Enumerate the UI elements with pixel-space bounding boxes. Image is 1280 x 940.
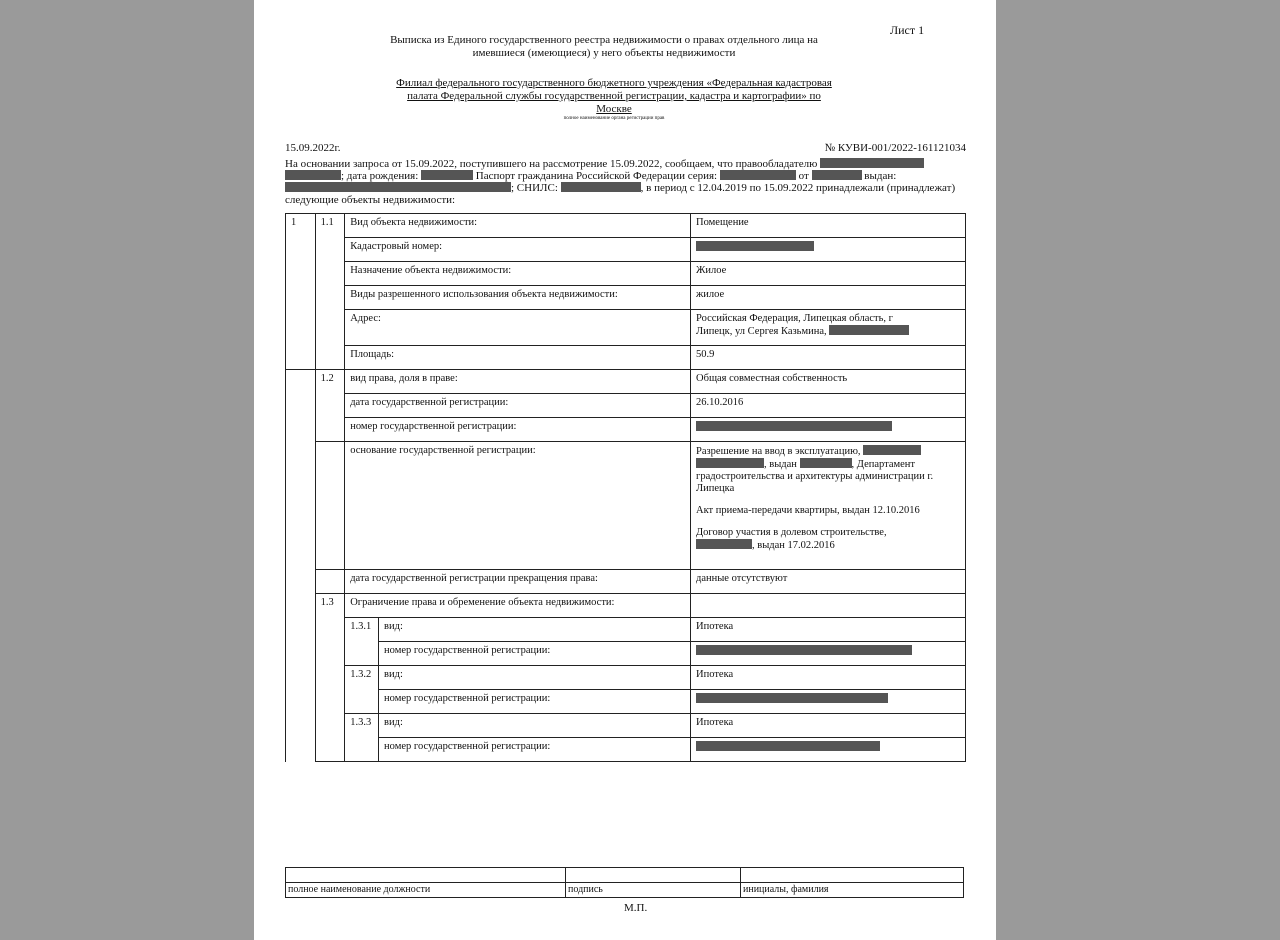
field-label: Площадь: — [345, 346, 691, 370]
redaction — [829, 325, 909, 335]
field-value: Ипотека — [691, 618, 966, 642]
signature-position-caption: полное наименование должности — [286, 883, 566, 898]
field-label: вид: — [379, 714, 691, 738]
table-row — [286, 262, 966, 286]
field-label: Ограничение права и обременение объекта недвижимости: — [345, 594, 691, 618]
table-row — [286, 738, 966, 762]
field-value: Жилое — [691, 262, 966, 286]
table-row — [286, 642, 966, 666]
organization-name: Филиал федерального государственного бюджетного учреждения «Федеральная кадастровая палата Федеральной службы государственной регистрации, кадастра и картографии» по Москве — [396, 77, 832, 115]
field-value — [691, 418, 966, 442]
field-label: дата государственной регистрации прекращения права: — [345, 570, 691, 594]
field-value: Ипотека — [691, 666, 966, 690]
table-row — [286, 310, 966, 346]
field-value — [691, 642, 966, 666]
redaction — [696, 645, 912, 655]
table-row — [286, 418, 966, 442]
field-label: Виды разрешенного использования объекта недвижимости: — [345, 286, 691, 310]
table-row — [286, 618, 966, 642]
field-label: дата государственной регистрации: — [345, 394, 691, 418]
field-label: Адрес: — [345, 310, 691, 346]
field-label: вид: — [379, 618, 691, 642]
field-value — [691, 690, 966, 714]
table-row — [286, 666, 966, 690]
document-title: Выписка из Единого государственного реестра недвижимости о правах отдельного лица на имевшиеся (имеющиеся) у него объекты недвижимости — [390, 34, 818, 59]
sheet-number: Лист 1 — [890, 23, 925, 37]
table-row — [286, 690, 966, 714]
table-row — [286, 394, 966, 418]
document-number: № КУВИ-001/2022-161121034 — [824, 142, 966, 154]
table-row — [286, 286, 966, 310]
table-row — [286, 238, 966, 262]
table-row — [286, 346, 966, 370]
redaction — [696, 458, 764, 468]
redaction — [863, 445, 921, 455]
table-row — [286, 570, 966, 594]
redaction — [720, 170, 796, 180]
subsection-number: 1.3.2 — [345, 666, 379, 714]
redaction — [696, 741, 880, 751]
field-label: вид: — [379, 666, 691, 690]
table-row — [286, 714, 966, 738]
property-table — [285, 213, 966, 762]
field-label: Назначение объекта недвижимости: — [345, 262, 691, 286]
redaction — [812, 170, 862, 180]
table-row — [286, 594, 966, 618]
redaction — [421, 170, 473, 180]
redaction — [800, 458, 852, 468]
intro-paragraph: На основании запроса от 15.09.2022, поступившего на рассмотрение 15.09.2022, сообщаем, что правообладателю ; дата рождения: Паспорт гражданина Российской Федерации серия: от выдан: ; СНИЛС: , в период с 12.04.2019 по 15.09.2022 принадлежали (принадлежат) следующие объекты недвижимости: — [285, 158, 956, 206]
stamp-place: М.П. — [624, 902, 648, 914]
signature-sign-caption: подпись — [566, 883, 741, 898]
field-value — [691, 594, 966, 618]
document-page — [254, 0, 996, 940]
field-value — [691, 738, 966, 762]
section-number: 1.3 — [315, 594, 345, 762]
field-label: Кадастровый номер: — [345, 238, 691, 262]
redaction — [696, 421, 892, 431]
field-label: номер государственной регистрации: — [379, 642, 691, 666]
document-date: 15.09.2022г. — [285, 142, 341, 154]
field-label: номер государственной регистрации: — [379, 690, 691, 714]
table-row — [286, 370, 966, 394]
row-number: 1 — [286, 214, 316, 370]
redaction — [285, 170, 341, 180]
redaction — [696, 693, 888, 703]
field-value: данные отсутствуют — [691, 570, 966, 594]
field-value: Общая совместная собственность — [691, 370, 966, 394]
section-number: 1.2 — [315, 370, 345, 442]
field-value: 50.9 — [691, 346, 966, 370]
signature-table — [285, 867, 964, 898]
field-label: Вид объекта недвижимости: — [345, 214, 691, 238]
table-row — [286, 442, 966, 570]
field-label: вид права, доля в праве: — [345, 370, 691, 394]
table-row — [286, 214, 966, 238]
signature-name-caption: инициалы, фамилия — [741, 883, 964, 898]
field-value: Разрешение на ввод в эксплуатацию, , выдан , Департамент градостроительства и архитектуры администрации г. Липецка Акт приема-передачи квартиры, выдан 12.10.2016 Договор участия в долевом строительстве, , выдан 17.02.2016 — [691, 442, 966, 570]
redaction — [696, 539, 752, 549]
subsection-number: 1.3.3 — [345, 714, 379, 762]
field-value: жилое — [691, 286, 966, 310]
field-label: номер государственной регистрации: — [379, 738, 691, 762]
field-value: Помещение — [691, 214, 966, 238]
subsection-number: 1.3.1 — [345, 618, 379, 666]
organization-caption: полное наименование органа регистрации прав — [563, 116, 665, 121]
field-value: Ипотека — [691, 714, 966, 738]
field-value: Российская Федерация, Липецкая область, г Липецк, ул Сергея Казьмина, — [691, 310, 966, 346]
section-number: 1.1 — [315, 214, 345, 370]
redaction — [561, 182, 641, 192]
redaction — [696, 241, 814, 251]
field-label: номер государственной регистрации: — [345, 418, 691, 442]
field-label: основание государственной регистрации: — [345, 442, 691, 570]
redaction — [285, 182, 511, 192]
field-value: 26.10.2016 — [691, 394, 966, 418]
redaction — [820, 158, 924, 168]
field-value — [691, 238, 966, 262]
